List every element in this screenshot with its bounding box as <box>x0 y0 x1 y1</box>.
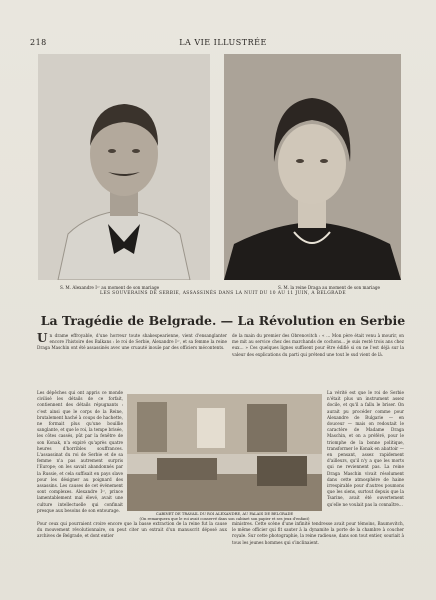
article-column-right: La vérité est que le roi de Serbie n'était plus un instrument assez docile, et qu'il a fallu le briser. On aurait pu procéder comme pour Alexandre de Bulgarie — en douceur — mais on redoutait le caractère de Madame Draga Maschin, et on a préféré, pour le triomphe de la bonne politique, transformer le Konak en abattoir — en pensant, assez rapidement d'ailleurs, qu'il n'y a que les morts qui ne reviennent pas. La reine Draga Maschin vivait résolument dans cette atmosphère de haine irrespirable pour d'autres poumons que les siens, surtout depuis que la Tsarine, avait été ouvertement qu'elle ne voulait pas la connaître... <box>327 390 404 507</box>
queen-photo-caption: S. M. la reine Draga au moment de son mariage <box>278 285 381 290</box>
article-intro-left <box>37 333 227 387</box>
article-bottom-left: Pour ceux qui pourraient croire encore que la basse extraction de la reine fut la cause du mouvement révolutionnaire, on peut citer un extrait d'un manuscrit déposé aux archives de Belgrade, et dont entier <box>37 521 227 539</box>
article-intro-right: de la main du premier des Obrenovitch : « ... Mon père était venu à mourir, on me mit au service chez des marchands de cochons... je suis resté trois ans chez eux... » Ces quelques lignes suffisent pour être édifié si on ne l'est déjà sur la valeur des explications du parti qui prétend une tout le sud vient de là. <box>232 333 404 357</box>
shared-photo-caption: LES SOUVERAINS DE SERBIE, ASSASSINÉS DANS LA NUIT DU 10 AU 11 JUIN, A BELGRADE <box>100 291 346 296</box>
article-bottom-right: ministres. Cette scène d'une infinité tendresse avait pour témoins, Baumovitch, le même officier qui fit sauter à la dynamite la porte de la chambre à coucher royale. Sur cette photographie, la reine radieuse, dans son tout entier, souriait à tous les jeunes hommes qui s'inclinaient. <box>232 521 404 545</box>
magazine-title: LA VIE ILLUSTRÉE <box>179 38 267 47</box>
study-caption-note: (On remarquera que le roi avait conservé dans son cabinet son papier et ses jeux d'enfant) <box>139 517 310 521</box>
king-photo-caption: S. M. Alexandre Iᵉʳ au moment de son mariage <box>60 285 160 290</box>
running-header <box>30 37 416 49</box>
portrait-queen-photo <box>224 54 401 280</box>
study-caption-title: CABINET DE TRAVAIL DU ROI ALEXANDRE, AU PALAIS DE BELGRADE <box>155 512 294 516</box>
drop-cap: U <box>37 333 48 345</box>
portrait-king-photo <box>38 54 210 280</box>
article-headline: La Tragédie de Belgrade. — La Révolution en Serbie <box>40 313 406 328</box>
page-number: 218 <box>30 38 47 47</box>
royal-study-photo <box>127 394 322 511</box>
intro-left-text: n drame effroyable, d'une horreur toute shakespearienne, vient d'ensanglanter encore l'histoire des Balkans : le roi de Serbie, Alexandre Iᵉʳ, et sa femme la reine Draga Maschin ont été assassinés avec une cruauté inouïe par des officiers mécontents. <box>37 333 227 351</box>
article-column-left: Les dépêches qui ont appris ce monde civilisé les détails de ce forfait, contiennent des détails répugnants : c'est ainsi que le corps de la Reine, brutalement haché à coups de hachette, ne formait plus qu'une bouillie sanglante, et que le roi, la tempe brisée, les côtes cassés, pût par la fenêtre de son Konak, n'a expiré qu'après quatre heures d'horribles souffrances. L'assassinat du roi de Serbie et de sa femme n'a pas autrement surpris l'Europe; on les savait abandonnés par la Russie, et cela suffisait en pays slave pour les désigner au poignard des assassins. Les causes de cet événement sont complexes. Alexandre Iᵉʳ, prince lamentablement mal élevé, avait une culture intellectuelle qui confinait presque aux besoins de son entourage. <box>37 390 123 513</box>
